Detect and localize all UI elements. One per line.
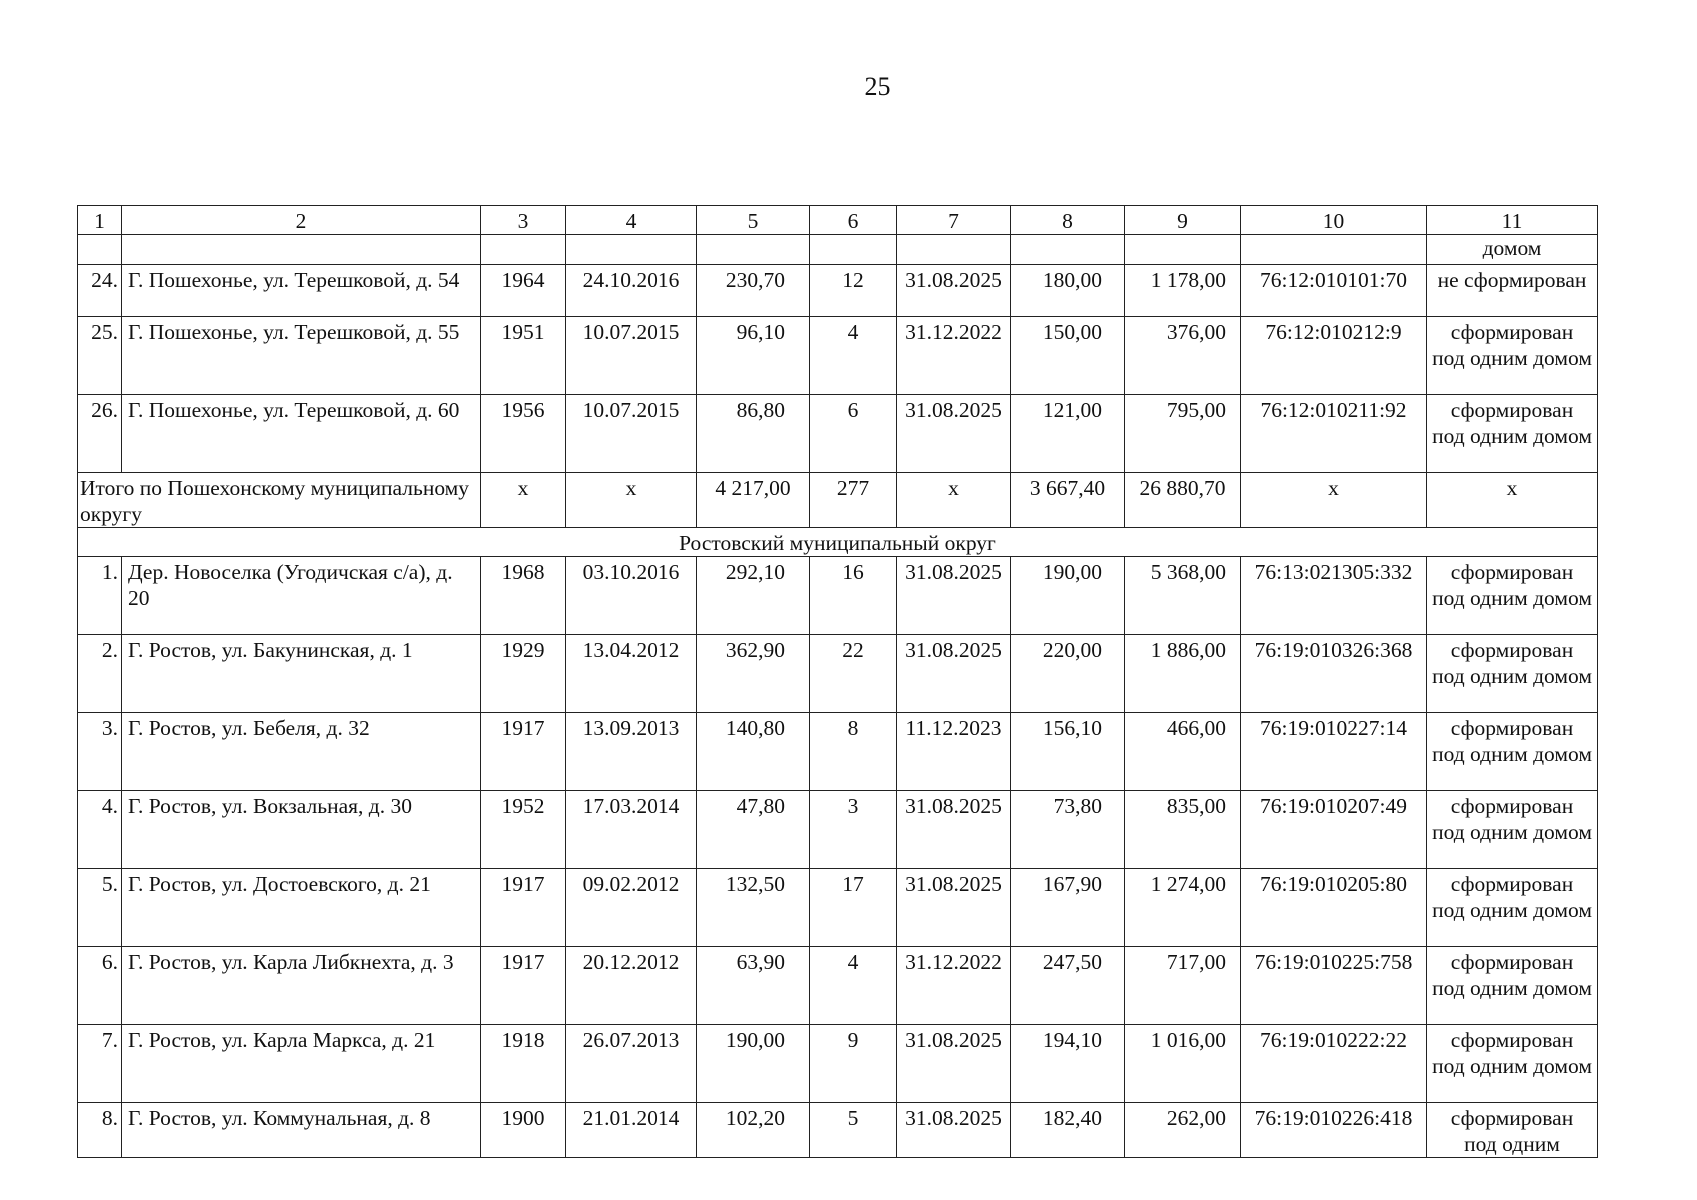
status-cell: сформирован под одним домом (1427, 635, 1598, 713)
column-number: 4 (566, 206, 697, 235)
total-cell: 1 274,00 (1125, 869, 1241, 947)
total-cell: 717,00 (1125, 947, 1241, 1025)
people-cell: 9 (810, 1025, 897, 1103)
row-number: 8. (78, 1103, 122, 1158)
empty-cell (1011, 235, 1125, 265)
date-cell: 24.10.2016 (566, 265, 697, 317)
cadastral-cell: х (1241, 473, 1427, 528)
status-cell: сформирован под одним домом (1427, 713, 1598, 791)
people-cell: 4 (810, 317, 897, 395)
cadastral-cell: 76:19:010226:418 (1241, 1103, 1427, 1158)
row-number: 25. (78, 317, 122, 395)
table-row (78, 869, 1598, 947)
deadline-cell: 11.12.2023 (897, 713, 1011, 791)
people-cell: 5 (810, 1103, 897, 1158)
table-row (78, 395, 1598, 473)
row-number: 2. (78, 635, 122, 713)
area-cell: 102,20 (697, 1103, 810, 1158)
address-cell: Г. Ростов, ул. Карла Маркса, д. 21 (122, 1025, 481, 1103)
land-cell: 156,10 (1011, 713, 1125, 791)
deadline-cell: 31.08.2025 (897, 791, 1011, 869)
empty-cell (897, 235, 1011, 265)
land-cell: 167,90 (1011, 869, 1125, 947)
column-number: 11 (1427, 206, 1598, 235)
total-cell: 376,00 (1125, 317, 1241, 395)
table-row (78, 947, 1598, 1025)
year-cell: 1951 (481, 317, 566, 395)
year-cell: 1968 (481, 557, 566, 635)
address-cell: Дер. Новоселка (Угодичская с/а), д. 20 (122, 557, 481, 635)
area-cell: 292,10 (697, 557, 810, 635)
year-cell: х (481, 473, 566, 528)
land-cell: 3 667,40 (1011, 473, 1125, 528)
deadline-cell: 31.08.2025 (897, 265, 1011, 317)
total-cell: 26 880,70 (1125, 473, 1241, 528)
land-cell: 190,00 (1011, 557, 1125, 635)
empty-cell (697, 235, 810, 265)
date-cell: 10.07.2015 (566, 317, 697, 395)
year-cell: 1917 (481, 947, 566, 1025)
total-cell: 1 016,00 (1125, 1025, 1241, 1103)
address-cell: Г. Ростов, ул. Достоевского, д. 21 (122, 869, 481, 947)
people-cell: 17 (810, 869, 897, 947)
date-cell: 17.03.2014 (566, 791, 697, 869)
total-cell: 1 886,00 (1125, 635, 1241, 713)
area-cell: 230,70 (697, 265, 810, 317)
row-number: 3. (78, 713, 122, 791)
land-cell: 220,00 (1011, 635, 1125, 713)
column-number: 3 (481, 206, 566, 235)
section-title: Ростовский муниципальный округ (78, 528, 1598, 557)
area-cell: 140,80 (697, 713, 810, 791)
date-cell: 13.09.2013 (566, 713, 697, 791)
date-cell: х (566, 473, 697, 528)
address-cell: Г. Ростов, ул. Карла Либкнехта, д. 3 (122, 947, 481, 1025)
row-number: 6. (78, 947, 122, 1025)
empty-cell (1125, 235, 1241, 265)
column-number: 10 (1241, 206, 1427, 235)
status-cell: х (1427, 473, 1598, 528)
status-cell: сформирован под одним домом (1427, 317, 1598, 395)
cadastral-cell: 76:12:010212:9 (1241, 317, 1427, 395)
year-cell: 1964 (481, 265, 566, 317)
deadline-cell: 31.08.2025 (897, 635, 1011, 713)
people-cell: 4 (810, 947, 897, 1025)
total-cell: 1 178,00 (1125, 265, 1241, 317)
area-cell: 362,90 (697, 635, 810, 713)
housing-register-table (77, 205, 1598, 1158)
address-cell: Г. Пошехонье, ул. Терешковой, д. 60 (122, 395, 481, 473)
empty-cell (78, 235, 122, 265)
cadastral-cell: 76:19:010222:22 (1241, 1025, 1427, 1103)
total-cell: 835,00 (1125, 791, 1241, 869)
date-cell: 26.07.2013 (566, 1025, 697, 1103)
deadline-cell: 31.08.2025 (897, 1025, 1011, 1103)
cadastral-cell: 76:19:010227:14 (1241, 713, 1427, 791)
table-row (78, 1025, 1598, 1103)
empty-cell (566, 235, 697, 265)
people-cell: 8 (810, 713, 897, 791)
cadastral-cell: 76:19:010205:80 (1241, 869, 1427, 947)
table-row (78, 265, 1598, 317)
total-cell: 5 368,00 (1125, 557, 1241, 635)
year-cell: 1917 (481, 713, 566, 791)
address-cell: Г. Ростов, ул. Бебеля, д. 32 (122, 713, 481, 791)
status-cell: сформирован под одним домом (1427, 791, 1598, 869)
column-number-row (78, 206, 1598, 235)
empty-cell (122, 235, 481, 265)
people-cell: 277 (810, 473, 897, 528)
section-row (78, 528, 1598, 557)
empty-cell (810, 235, 897, 265)
people-cell: 16 (810, 557, 897, 635)
deadline-cell: 31.08.2025 (897, 1103, 1011, 1158)
column-number: 2 (122, 206, 481, 235)
table-row (78, 635, 1598, 713)
people-cell: 12 (810, 265, 897, 317)
total-cell: 795,00 (1125, 395, 1241, 473)
area-cell: 47,80 (697, 791, 810, 869)
land-cell: 121,00 (1011, 395, 1125, 473)
row-number: 1. (78, 557, 122, 635)
year-cell: 1929 (481, 635, 566, 713)
land-cell: 150,00 (1011, 317, 1125, 395)
total-cell: 262,00 (1125, 1103, 1241, 1158)
column-number: 7 (897, 206, 1011, 235)
empty-cell (1241, 235, 1427, 265)
total-row (78, 473, 1598, 528)
status-cell: сформирован под одним домом (1427, 869, 1598, 947)
address-cell: Г. Ростов, ул. Вокзальная, д. 30 (122, 791, 481, 869)
page-number: 25 (864, 72, 891, 101)
area-cell: 86,80 (697, 395, 810, 473)
address-cell: Г. Пошехонье, ул. Терешковой, д. 54 (122, 265, 481, 317)
land-cell: 182,40 (1011, 1103, 1125, 1158)
row-number: 4. (78, 791, 122, 869)
area-cell: 190,00 (697, 1025, 810, 1103)
deadline-cell: 31.12.2022 (897, 317, 1011, 395)
column-number: 1 (78, 206, 122, 235)
date-cell: 03.10.2016 (566, 557, 697, 635)
land-cell: 180,00 (1011, 265, 1125, 317)
year-cell: 1956 (481, 395, 566, 473)
column-number: 9 (1125, 206, 1241, 235)
column-number: 5 (697, 206, 810, 235)
column-number: 6 (810, 206, 897, 235)
table-row (78, 557, 1598, 635)
people-cell: 3 (810, 791, 897, 869)
cadastral-cell: 76:19:010225:758 (1241, 947, 1427, 1025)
status-cell: сформирован под одним домом (1427, 557, 1598, 635)
status-cell: сформирован под одним (1427, 1103, 1598, 1158)
year-cell: 1952 (481, 791, 566, 869)
table-row (78, 317, 1598, 395)
area-cell: 132,50 (697, 869, 810, 947)
table-row (78, 713, 1598, 791)
cadastral-cell: 76:12:010211:92 (1241, 395, 1427, 473)
continuation-row (78, 235, 1598, 265)
land-cell: 73,80 (1011, 791, 1125, 869)
row-number: 26. (78, 395, 122, 473)
date-cell: 09.02.2012 (566, 869, 697, 947)
status-cell: сформирован под одним домом (1427, 395, 1598, 473)
row-number: 7. (78, 1025, 122, 1103)
status-cell: домом (1427, 235, 1598, 265)
year-cell: 1917 (481, 869, 566, 947)
land-cell: 247,50 (1011, 947, 1125, 1025)
area-cell: 63,90 (697, 947, 810, 1025)
status-cell: сформирован под одним домом (1427, 947, 1598, 1025)
table-body (78, 206, 1598, 1158)
date-cell: 21.01.2014 (566, 1103, 697, 1158)
cadastral-cell: 76:12:010101:70 (1241, 265, 1427, 317)
date-cell: 20.12.2012 (566, 947, 697, 1025)
deadline-cell: 31.08.2025 (897, 869, 1011, 947)
table-row (78, 791, 1598, 869)
date-cell: 13.04.2012 (566, 635, 697, 713)
cadastral-cell: 76:19:010326:368 (1241, 635, 1427, 713)
cadastral-cell: 76:13:021305:332 (1241, 557, 1427, 635)
deadline-cell: х (897, 473, 1011, 528)
people-cell: 6 (810, 395, 897, 473)
address-cell: Г. Ростов, ул. Бакунинская, д. 1 (122, 635, 481, 713)
row-number: 24. (78, 265, 122, 317)
area-cell: 96,10 (697, 317, 810, 395)
deadline-cell: 31.08.2025 (897, 395, 1011, 473)
status-cell: сформирован под одним домом (1427, 1025, 1598, 1103)
cadastral-cell: 76:19:010207:49 (1241, 791, 1427, 869)
address-cell: Г. Пошехонье, ул. Терешковой, д. 55 (122, 317, 481, 395)
row-number: 5. (78, 869, 122, 947)
year-cell: 1918 (481, 1025, 566, 1103)
land-cell: 194,10 (1011, 1025, 1125, 1103)
address-cell: Г. Ростов, ул. Коммунальная, д. 8 (122, 1103, 481, 1158)
column-number: 8 (1011, 206, 1125, 235)
year-cell: 1900 (481, 1103, 566, 1158)
status-cell: не сформирован (1427, 265, 1598, 317)
empty-cell (481, 235, 566, 265)
deadline-cell: 31.08.2025 (897, 557, 1011, 635)
area-cell: 4 217,00 (697, 473, 810, 528)
total-cell: 466,00 (1125, 713, 1241, 791)
deadline-cell: 31.12.2022 (897, 947, 1011, 1025)
table-row (78, 1103, 1598, 1158)
people-cell: 22 (810, 635, 897, 713)
total-label: Итого по Пошехонскому муниципальному округу (78, 473, 481, 528)
date-cell: 10.07.2015 (566, 395, 697, 473)
